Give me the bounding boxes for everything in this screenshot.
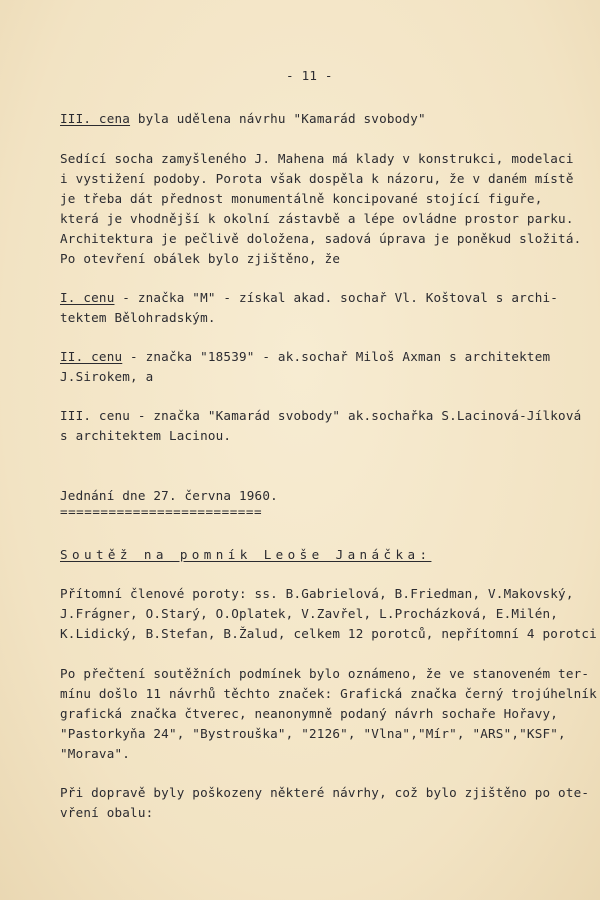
conditions-line: grafická značka čtverec, neanonymně podaný návrh sochaře Hořavy, xyxy=(60,706,559,721)
meeting-date-rule: ========================= xyxy=(60,504,263,519)
transport-line: Při dopravě byly poškozeny některé návrhy, což bylo zjištěno po ote- xyxy=(60,785,590,800)
first-prize-line-2: tektem Bělohradským. xyxy=(60,310,216,325)
jury-paragraph-line: Sedící socha zamyšleného J. Mahena má klady v konstrukci, modelaci xyxy=(60,151,574,166)
award-heading-label: III. cena xyxy=(60,111,131,126)
conditions-line: Po přečtení soutěžních podmínek bylo oznámeno, že ve stanoveném ter- xyxy=(60,666,590,681)
third-prize-text: - značka "Kamarád svobody" ak.sochařka S.Lacinová-Jílková xyxy=(130,408,582,423)
present-members-line: Přítomní členové poroty: ss. B.Gabrielová, B.Friedman, V.Makovský, xyxy=(60,586,574,601)
conditions-line: mínu došlo 11 návrhů těchto značek: Grafická značka černý trojúhelník xyxy=(60,686,597,701)
jury-paragraph-line: Po otevření obálek bylo zjištěno, že xyxy=(60,251,341,266)
award-heading-text: byla udělena návrhu "Kamarád svobody" xyxy=(130,111,426,126)
second-prize-label: II. cenu xyxy=(60,349,123,364)
third-prize-label: III. cenu xyxy=(60,408,131,423)
transport-line: vření obalu: xyxy=(60,805,154,820)
jury-paragraph-line: která je vhodnější k okolní zástavbě a lépe ovládne prostor parku. xyxy=(60,211,574,226)
award-heading xyxy=(60,111,426,126)
second-prize-line-2: J.Sirokem, a xyxy=(60,369,154,384)
first-prize-text: - značka "M" - získal akad. sochař Vl. Koštoval s archi- xyxy=(114,290,559,305)
conditions-line: "Pastorkyňa 24", "Bystrouška", "2126", "Vlna","Mír", "ARS","KSF", xyxy=(60,726,566,741)
first-prize-label: I. cenu xyxy=(60,290,115,305)
section-title: Soutěž na pomník Leoše Janáčka: xyxy=(60,547,432,562)
jury-paragraph-line: je třeba dát přednost monumentálně koncipované stojící figuře, xyxy=(60,191,543,206)
third-prize-line-2: s architektem Lacinou. xyxy=(60,428,232,443)
third-prize-line xyxy=(60,408,581,423)
jury-paragraph-line: i vystižení podoby. Porota však dospěla k názoru, že v daném místě xyxy=(60,171,574,186)
page-number: - 11 - xyxy=(286,68,333,83)
first-prize-line xyxy=(60,290,558,305)
meeting-date: Jednání dne 27. června 1960. xyxy=(60,488,278,503)
present-members-line: K.Lidický, B.Stefan, B.Žalud, celkem 12 porotců, nepřítomní 4 porotci xyxy=(60,626,597,641)
second-prize-text: - značka "18539" - ak.sochař Miloš Axman s architektem xyxy=(122,349,551,364)
second-prize-line xyxy=(60,349,550,364)
conditions-line: "Morava". xyxy=(60,746,131,761)
present-members-line: J.Frágner, O.Starý, O.Oplatek, V.Zavřel, L.Procházková, E.Milén, xyxy=(60,606,559,621)
jury-paragraph-line: Architektura je pečlivě doložena, sadová úprava je poněkud složitá. xyxy=(60,231,582,246)
